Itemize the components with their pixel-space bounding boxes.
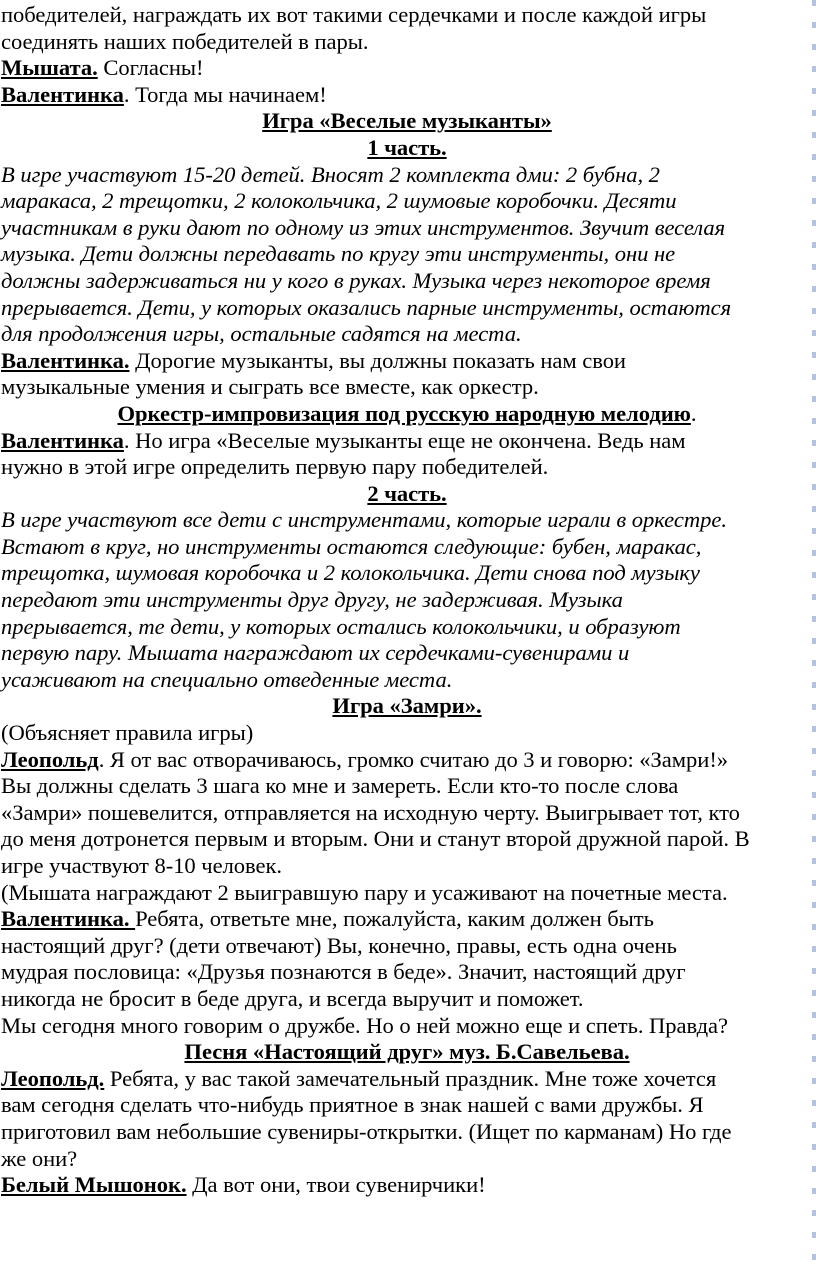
dialogue-line bbox=[1, 1172, 813, 1199]
italic-direction: должны задерживаться ни у кого в руках. Музыка через некоторое время bbox=[1, 267, 711, 293]
speaker-name: Валентинка. bbox=[1, 347, 130, 373]
dialogue-line bbox=[1, 82, 813, 109]
text-line: настоящий друг? (дети отвечают) Вы, конечно, правы, есть одна очень bbox=[1, 932, 677, 958]
section-heading bbox=[1, 693, 813, 720]
section-heading bbox=[1, 108, 813, 135]
dialogue-line bbox=[1, 747, 813, 774]
text-line: игре участвуют 8-10 человек. bbox=[1, 853, 283, 878]
dialogue-line bbox=[1, 55, 813, 82]
text-line: Вы должны сделать 3 шага ко мне и замереть. Если кто-то после слова bbox=[1, 773, 679, 799]
section-heading bbox=[1, 135, 813, 162]
speaker-name: Леопольд bbox=[1, 746, 99, 772]
italic-direction: для продолжения игры, остальные садятся на места. bbox=[1, 321, 522, 347]
speaker-name: Мышата. bbox=[1, 55, 98, 81]
italic-direction: первую пару. Мышата награждают их сердечками-сувенирами и bbox=[1, 640, 630, 666]
heading-text: Игра «Веселые музыканты» bbox=[262, 108, 552, 134]
heading-text: Игра «Замри». bbox=[332, 693, 482, 719]
italic-direction: В игре участвуют 15-20 детей. Вносят 2 комплекта дми: 2 бубна, 2 bbox=[1, 161, 660, 187]
text-line: нужно в этой игре определить первую пару победителей. bbox=[1, 454, 549, 480]
italic-direction: маракаса, 2 трещотки, 2 колокольчика, 2 шумовые коробочки. Десяти bbox=[1, 188, 677, 214]
dialogue-line bbox=[1, 428, 813, 455]
italic-direction: усаживают на специально отведенные места. bbox=[1, 666, 453, 692]
text-line: (Мышата награждают 2 выигравшую пару и усаживают на почетные места. bbox=[1, 879, 728, 905]
dialogue-text: . Но игра «Веселые музыканты еще не окончена. Ведь нам bbox=[123, 427, 686, 453]
dialogue-line bbox=[1, 348, 813, 375]
text-line: соединять наших победителей в пары. bbox=[1, 28, 369, 54]
heading-text: 2 часть. bbox=[367, 480, 447, 506]
text-line: вам сегодня сделать что-нибудь приятное в знак нашей с вами дружбы. Я bbox=[1, 1092, 704, 1118]
italic-direction: трещотка, шумовая коробочка и 2 колокольчика. Дети снова под музыку bbox=[1, 560, 700, 586]
speaker-name: Леопольд. bbox=[1, 1065, 105, 1091]
dialogue-text: Ребята, ответьте мне, пожалуйста, каким должен быть bbox=[135, 906, 654, 932]
text-line: победителей, награждать их вот такими сердечками и после каждой игры bbox=[1, 2, 707, 27]
section-heading bbox=[1, 401, 813, 428]
heading-text: Оркестр-импровизация под русскую народную мелодию bbox=[117, 400, 691, 426]
text-line: Мы сегодня много говорим о дружбе. Но о ней можно еще и спеть. Правда? bbox=[1, 1012, 728, 1038]
italic-direction: В игре участвуют все дети с инструментами, которые играли в оркестре. bbox=[1, 507, 727, 533]
italic-direction: музыка. Дети должны передавать по кругу эти инструменты, они не bbox=[1, 241, 676, 267]
text-line: же они? bbox=[1, 1145, 78, 1171]
speaker-name: Валентинка. bbox=[1, 906, 136, 932]
italic-direction: прерывается. Дети, у которых оказались парные инструменты, остаются bbox=[1, 294, 732, 320]
section-heading bbox=[1, 481, 813, 508]
section-heading bbox=[1, 1039, 813, 1066]
text-line: музыкальные умения и сыграть все вместе, как оркестр. bbox=[1, 374, 539, 400]
document-page bbox=[1, 2, 813, 1199]
dialogue-text: Да вот они, твои сувенирчики! bbox=[186, 1172, 486, 1198]
speaker-name: Валентинка bbox=[1, 427, 124, 453]
text-line: приготовил вам небольшие сувениры-открытки. (Ищет по карманам) Но где bbox=[1, 1118, 732, 1144]
dialogue-line bbox=[1, 1066, 813, 1093]
dialogue-text: . Тогда мы начинаем! bbox=[123, 81, 327, 107]
dialogue-text: Согласны! bbox=[97, 55, 204, 81]
text-line: «Замри» пошевелится, отправляется на исходную черту. Выигрывает тот, кто bbox=[1, 799, 740, 825]
italic-direction: передают эти инструменты друг другу, не задерживая. Музыка bbox=[1, 587, 623, 613]
text-line: до меня дотронется первым и вторым. Они и станут второй дружной парой. В bbox=[1, 826, 750, 852]
heading-text: Песня «Настоящий друг» муз. Б.Савельева. bbox=[184, 1039, 630, 1065]
italic-direction: Встают в круг, но инструменты остаются следующие: бубен, маракас, bbox=[1, 533, 702, 559]
text-line: (Объясняет правила игры) bbox=[1, 720, 254, 746]
page-edge-decoration bbox=[812, 0, 816, 1266]
italic-direction: прерывается, те дети, у которых остались колокольчики, и образуют bbox=[1, 613, 681, 639]
italic-direction: участникам в руки дают по одному из этих инструментов. Звучит веселая bbox=[1, 214, 726, 240]
dialogue-line bbox=[1, 906, 813, 933]
dialogue-text: . Я от вас отворачиваюсь, громко считаю до 3 и говорю: «Замри!» bbox=[98, 746, 729, 772]
speaker-name: Валентинка bbox=[1, 81, 124, 107]
dialogue-text: Дорогие музыканты, вы должны показать нам свои bbox=[129, 347, 626, 373]
text-line: никогда не бросит в беде друга, и всегда выручит и поможет. bbox=[1, 985, 584, 1011]
heading-text: 1 часть. bbox=[367, 134, 447, 160]
heading-tail: . bbox=[690, 400, 697, 426]
speaker-name: Белый Мышонок. bbox=[1, 1172, 187, 1198]
text-line: мудрая пословица: «Друзья познаются в беде». Значит, настоящий друг bbox=[1, 959, 686, 985]
dialogue-text: Ребята, у вас такой замечательный праздник. Мне тоже хочется bbox=[104, 1065, 717, 1091]
